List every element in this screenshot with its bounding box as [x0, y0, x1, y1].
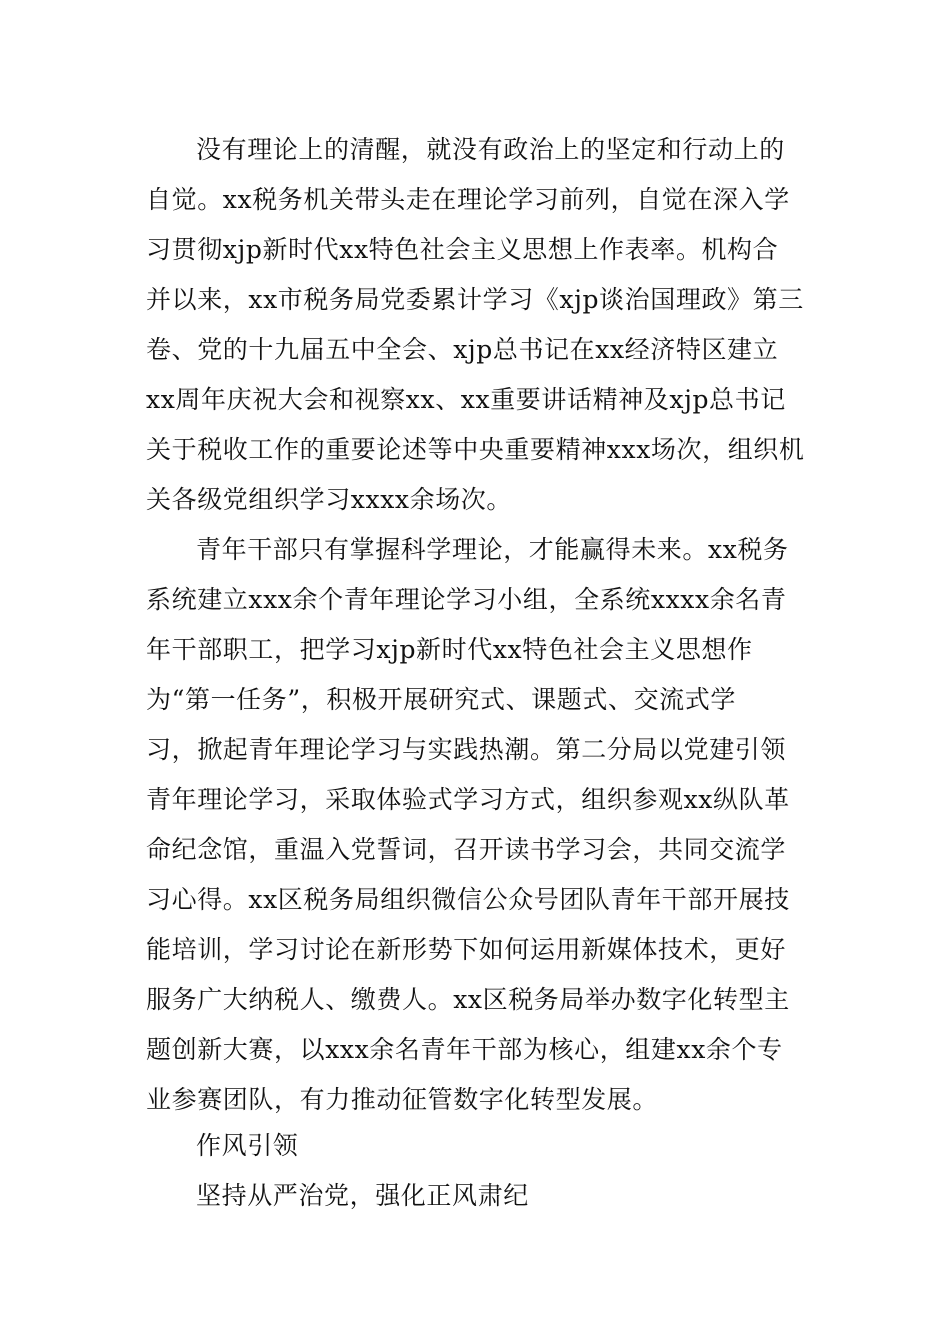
section-heading: 作风引领	[196, 1131, 299, 1160]
paragraph-line: 关于税收工作的重要论述等中央重要精神xxx场次，组织机	[146, 435, 805, 464]
paragraph-line: 青年理论学习，采取体验式学习方式，组织参观xx纵队革	[146, 785, 790, 814]
paragraph-line: 题创新大赛，以xxx余名青年干部为核心，组建xx余个专	[146, 1035, 783, 1064]
paragraph-line: 能培训，学习讨论在新形势下如何运用新媒体技术，更好	[146, 935, 787, 964]
paragraph-line: 系统建立xxx余个青年理论学习小组，全系统xxxx余名青	[146, 585, 787, 614]
paragraph-line: 没有理论上的清醒，就没有政治上的坚定和行动上的	[196, 135, 785, 164]
subsection-heading: 坚持从严治党，强化正风肃纪	[196, 1181, 529, 1210]
paragraph-line: 习贯彻xjp新时代xx特色社会主义思想上作表率。机构合	[146, 235, 779, 264]
paragraph-line: 服务广大纳税人、缴费人。xx区税务局举办数字化转型主	[146, 985, 790, 1014]
paragraph-line: 业参赛团队，有力推动征管数字化转型发展。	[146, 1085, 659, 1114]
paragraph-line: 习心得。xx区税务局组织微信公众号团队青年干部开展技	[146, 885, 790, 914]
paragraph-line: 习，掀起青年理论学习与实践热潮。第二分局以党建引领	[146, 735, 787, 764]
paragraph-line: 年干部职工，把学习xjp新时代xx特色社会主义思想作	[146, 635, 753, 664]
paragraph-line: 青年干部只有掌握科学理论，才能赢得未来。xx税务	[196, 535, 789, 564]
paragraph-line: 关各级党组织学习xxxx余场次。	[146, 485, 512, 514]
paragraph-line: xx周年庆祝大会和视察xx、xx重要讲话精神及xjp总书记	[146, 385, 786, 414]
paragraph-line: 命纪念馆，重温入党誓词，召开读书学习会，共同交流学	[146, 835, 787, 864]
paragraph-line: 并以来，xx市税务局党委累计学习《xjp谈治国理政》第三	[146, 285, 804, 314]
paragraph-line: 为“第一任务”，积极开展研究式、课题式、交流式学	[146, 685, 736, 714]
paragraph-line: 自觉。xx税务机关带头走在理论学习前列，自觉在深入学	[146, 185, 790, 214]
paragraph-line: 卷、党的十九届五中全会、xjp总书记在xx经济特区建立	[146, 335, 779, 364]
